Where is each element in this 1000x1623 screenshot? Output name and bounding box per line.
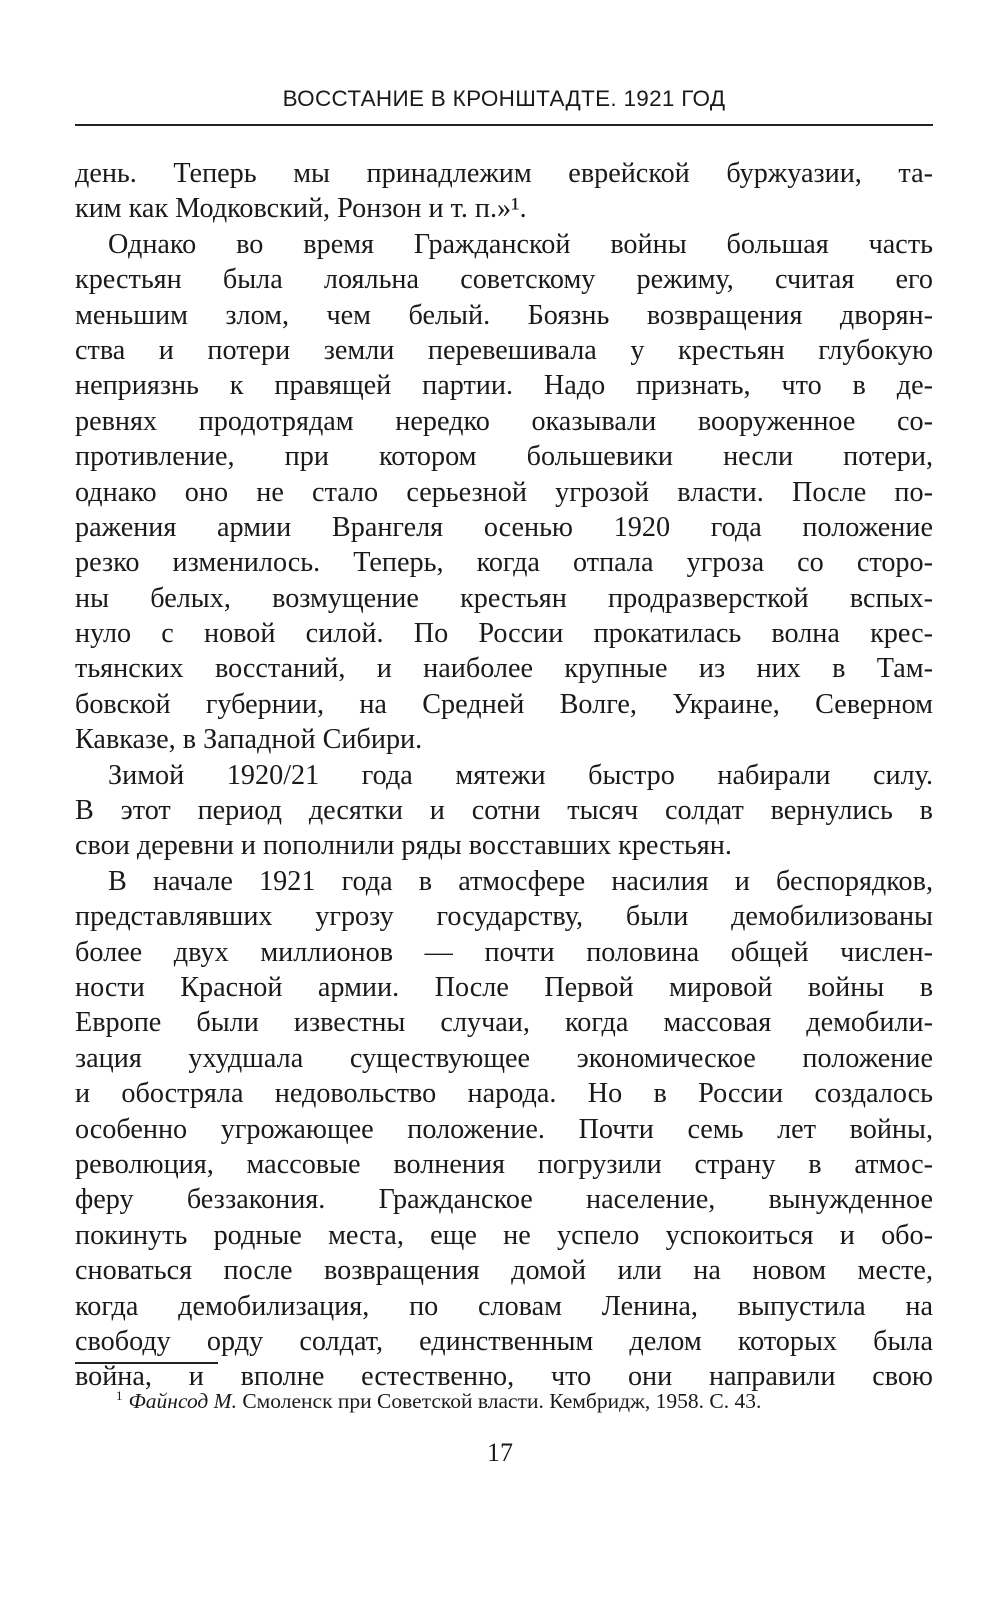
text-line: Европе были известны случаи, когда массовая демобили- — [75, 1007, 933, 1039]
body-text — [75, 156, 933, 1395]
text-line: покинуть родные места, еще не успело успокоиться и обо- — [75, 1219, 933, 1251]
running-head: ВОССТАНИЕ В КРОНШТАДТЕ. 1921 ГОД — [282, 86, 726, 111]
text-line: бовской губернии, на Средней Волге, Украине, Северном — [75, 688, 933, 720]
text-line: В этот период десятки и сотни тысяч солдат вернулись в — [75, 795, 933, 827]
text-line: феру беззакония. Гражданское население, вынужденное — [75, 1184, 933, 1216]
text-line: война, и вполне естественно, что они направили свою — [75, 1361, 933, 1393]
header-rule — [75, 124, 933, 126]
text-line: свободу орду солдат, единственным делом которых была — [75, 1325, 933, 1357]
text-line: крестьян была лояльна советскому режиму, считая его — [75, 264, 933, 296]
footnote-marker: 1 — [116, 1388, 123, 1403]
text-line: и обостряла недовольство народа. Но в России создалось — [75, 1078, 933, 1110]
page-number: 17 — [487, 1438, 513, 1467]
footnote-author: Файнсод М. — [128, 1389, 237, 1413]
text-line: ражения армии Врангеля осенью 1920 года положение — [75, 511, 933, 543]
text-line: ства и потери земли перевешивала у крестьян глубокую — [75, 334, 933, 366]
text-line: Зимой 1920/21 года мятежи быстро набирали силу. — [108, 759, 933, 791]
text-line: ны белых, возмущение крестьян продразверсткой вспых- — [75, 582, 933, 614]
text-line: ким как Модковский, Ронзон и т. п.»¹. — [75, 193, 527, 225]
footnote — [116, 1381, 896, 1416]
text-line: зация ухудшала существующее экономическое положение — [75, 1042, 933, 1074]
text-line: революция, массовые волнения погрузили страну в атмос- — [75, 1148, 933, 1180]
footnote-text: Смоленск при Советской власти. Кембридж, 1958. С. 43. — [242, 1389, 762, 1413]
text-line: резко изменилось. Теперь, когда отпала угроза со сторо- — [75, 547, 933, 579]
text-line: когда демобилизация, по словам Ленина, выпустила на — [75, 1290, 933, 1322]
footnote-rule — [75, 1362, 218, 1364]
text-line: особенно угрожающее положение. Почти семь лет войны, — [75, 1113, 933, 1145]
text-line: сноваться после возвращения домой или на новом месте, — [75, 1255, 933, 1287]
text-line: ности Красной армии. После Первой мировой войны в — [75, 971, 933, 1003]
text-line: Кавказе, в Западной Сибири. — [75, 724, 423, 756]
text-line: неприязнь к правящей партии. Надо признать, что в де- — [75, 370, 933, 402]
text-line: представлявших угрозу государству, были демобилизованы — [75, 901, 933, 933]
text-line: день. Теперь мы принадлежим еврейской буржуазии, та- — [75, 158, 933, 189]
text-line: свои деревни и пополнили ряды восставших крестьян. — [75, 830, 732, 862]
text-line: В начале 1921 года в атмосфере насилия и беспорядков, — [108, 865, 933, 897]
text-line: меньшим злом, чем белый. Боязнь возвращения дворян- — [75, 299, 933, 331]
text-line: Однако во время Гражданской войны большая часть — [108, 228, 933, 260]
text-line: однако оно не стало серьезной угрозой власти. После по- — [75, 476, 933, 508]
text-line: противление, при котором большевики несли потери, — [75, 441, 933, 473]
text-line: более двух миллионов — почти половина общей числен- — [75, 936, 933, 968]
text-line: нуло с новой силой. По России прокатилась волна крес- — [75, 618, 933, 650]
text-line: тьянских восстаний, и наиболее крупные из них в Там- — [75, 653, 933, 685]
text-line: ревнях продотрядам нередко оказывали вооруженное со- — [75, 405, 933, 437]
